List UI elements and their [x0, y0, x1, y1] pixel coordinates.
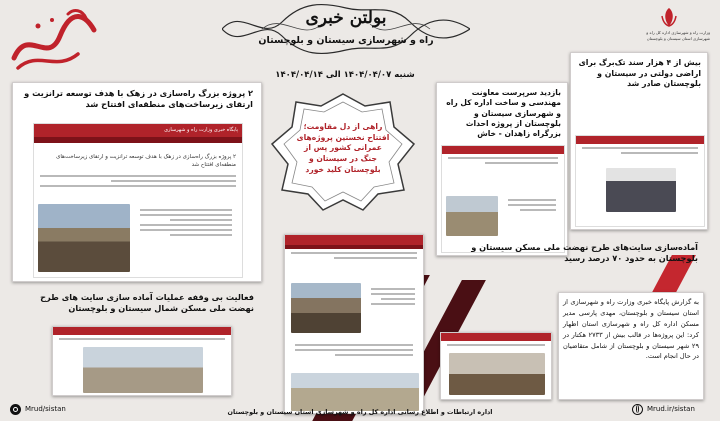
site-menu	[285, 245, 423, 249]
story-card-highway[interactable]	[436, 82, 568, 256]
social-right[interactable]	[632, 401, 718, 417]
ministry-brand	[610, 6, 710, 56]
news-photo	[446, 196, 498, 236]
story-housing-progress[interactable]	[436, 236, 708, 404]
news-photo	[291, 283, 361, 333]
story-headline: بازدید سرپرست معاونت مهندسی و ساخت اداره کل راه و شهرسازی سیستان و بلوچستان از پروژه احداث بزرگراه زاهدان - خاش	[446, 88, 561, 138]
story-headline: فعالیت بی وقفه عملیات آماده سازی سایت های طرح نهضت ملی مسکن شمال سیستان و بلوچستان	[40, 292, 254, 314]
emblem-icon	[658, 6, 680, 28]
story-card-zahak[interactable]	[12, 82, 262, 282]
center-badge[interactable]	[268, 92, 418, 212]
news-screenshot	[440, 332, 552, 400]
news-screenshot	[52, 326, 232, 396]
bulletin-subtitle: راه و شهرسازی سیستان و بلوچستان	[258, 35, 434, 46]
footer-org: اداره ارتباطات و اطلاع رسانی اداره کل راه و شهرسازی استان سیستان و بلوچستان	[227, 408, 493, 416]
header-ornament	[222, 2, 470, 56]
globe-icon	[632, 404, 643, 415]
labbayk-logo	[8, 6, 100, 76]
center-article[interactable]	[284, 234, 424, 414]
site-header: پایگاه خبری وزارت راه و شهرسازی	[34, 124, 242, 137]
site-header	[441, 333, 551, 341]
date-range: شنبه ۱۴۰۴/۰۴/۰۷ الی ۱۴۰۴/۰۴/۱۴	[275, 70, 415, 80]
news-screenshot	[558, 292, 704, 400]
date-bar	[270, 62, 420, 80]
badge-text: راهی از دل مقاومت؛ افتتاح نخستین پروژه‌های عمرانی کشور پس از جنگ در سیستان و بلوچستان کلید خورد	[296, 122, 390, 174]
story-card-deeds[interactable]	[570, 52, 708, 230]
news-photo	[38, 204, 130, 272]
social-left[interactable]	[10, 401, 100, 417]
story-headline: بیش از ۴ هزار سند تک‌برگ برای اراضی دولتی در سیستان و بلوچستان صادر شد	[578, 58, 701, 89]
ministry-text: وزارت راه و شهرسازی اداره کل راه و شهرسازی استان سیستان و بلوچستان	[646, 30, 710, 41]
story-headline: آماده‌سازی سایت‌های طرح نهضت ملی مسکن سیستان و بلوچستان به حدود ۷۰ درصد رسید	[471, 242, 698, 264]
story-headline: ۲ پروژه بزرگ راه‌سازی در زهک با هدف توسعه ترانزیت و ارتقای زیرساخت‌های منطقه‌ای افتتاح شد	[24, 88, 253, 110]
story-housing-north[interactable]	[12, 292, 262, 402]
camera-icon	[10, 404, 21, 415]
news-photo	[606, 168, 676, 212]
article-title: ۲ پروژه بزرگ راه‌سازی در زهک با هدف توسعه ترانزیت و ارتقای زیرساخت‌های منطقه‌ای افتتاح شد	[56, 154, 236, 169]
site-header	[53, 327, 231, 335]
article-body: به گزارش پایگاه خبری وزارت راه و شهرسازی از استان سیستان و بلوچستان، مهدی پارسی مدیر مسکن اداره کل راه و شهرسازی استان اظهار کرد: این پروژه‌ها در قالب بیش از ۲۷۳۳ هکتار در ۲۹ شهر سیستان و بلوچستان از شامل متقاضیان در حال انجام است.	[563, 298, 699, 361]
site-header	[576, 136, 704, 144]
news-photo	[449, 353, 545, 395]
site-header	[285, 235, 423, 245]
website-link: Mrud.ir/sistan	[647, 405, 695, 413]
news-screenshot	[575, 135, 705, 227]
social-handle: Mrud/sistan	[25, 405, 66, 413]
site-header	[442, 146, 564, 154]
news-screenshot	[33, 123, 243, 278]
bulletin-title: بولتن خبری	[305, 8, 387, 28]
news-photo	[83, 347, 203, 393]
news-photo	[291, 373, 419, 411]
